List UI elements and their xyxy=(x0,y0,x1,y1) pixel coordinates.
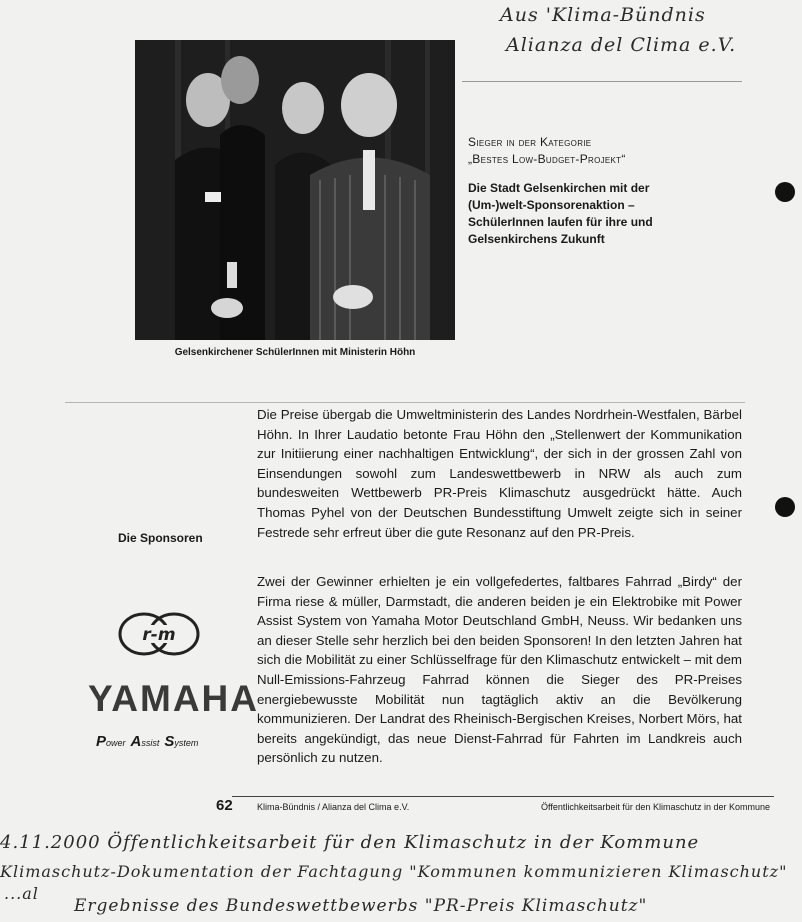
punch-hole xyxy=(775,497,795,517)
photo-illustration xyxy=(135,40,455,340)
footer-rule xyxy=(232,796,774,797)
category-name: „Bestes Low-Budget-Projekt“ xyxy=(468,152,626,166)
photo-caption: Gelsenkirchener SchülerInnen mit Ministerin Höhn xyxy=(174,347,416,358)
pas-a: A xyxy=(130,733,142,750)
section-rule xyxy=(65,402,745,403)
footer-publication-title: Öffentlichkeitsarbeit für den Klimaschutz in der Kommune xyxy=(541,802,770,812)
page-number: 62 xyxy=(216,797,233,814)
handwritten-note-line-4: Ergebnisse des Bundeswettbewerbs "PR-Preis Klimaschutz" xyxy=(74,896,648,916)
body-paragraph-1: Die Preise übergab die Umweltministerin des Landes Nordrhein-Westfalen, Bärbel Höhn. In Ihrer Laudatio betonte Frau Höhn den „Stellenwert der Kommunikation zur Initiierung einer nachhaltigen Entwicklung“, der sich in der grossen Zahl von Einsendungen sowohl zum Landeswettbewerb in NRW als auch zum bundesweiten Wettbewerb PR-Preis Klimaschutz ausgedrückt hätte. Auch Thomas Pyhel von der Deutschen Bundesstiftung Umwelt zeigte sich in seiner Festrede sehr erfreut über die gute Resonanz auf den PR-Preis. xyxy=(257,407,742,540)
handwritten-note-line-1: 4.11.2000 Öffentlichkeitsarbeit für den Klimaschutz in der Kommune xyxy=(0,832,700,853)
rm-logo-text: r-m xyxy=(142,625,176,645)
pas-ystem: ystem xyxy=(174,738,199,748)
category-description: Die Stadt Gelsenkirchen mit der (Um-)welt-Sponsorenaktion – SchülerInnen laufen für ihre und Gelsenkirchens Zukunft xyxy=(468,181,653,246)
handwritten-note-line-3: ...al xyxy=(4,884,39,903)
body-paragraph-2: Zwei der Gewinner erhielten je ein vollgefedertes, faltbares Fahrrad „Birdy“ der Firma riese & müller, Darmstadt, die anderen beiden je ein Elektrobike mit Power Assist System von Yamaha Motor Deutschland GmbH, Neuss. Wir bedanken uns an dieser Stelle sehr herzlich bei den beiden Sponsoren! In den letzten Jahren hat sich die Mobilität zu einer Schlüsselfrage für den Klimaschutz entwickelt – mit dem Null-Emissions-Fahrzeug Fahrrad können die Sieger des PR-Preises energiebewusste Mobilität nun tagtäglich aktiv an die Bevölkerung kommunizieren. Der Landrat des Rheinisch-Bergischen Kreises, Norbert Mörs, hat bereits angekündigt, das neue Dienst-Fahrrad für Fahrten im Landkreis auch persönlich zu nutzen. xyxy=(257,574,742,766)
handwritten-source-line-1: Aus 'Klima-Bündnis xyxy=(500,4,706,26)
footer-publisher: Klima-Bündnis / Alianza del Clima e.V. xyxy=(257,802,410,812)
rm-logo-graphic xyxy=(117,610,201,658)
punch-hole xyxy=(775,182,795,202)
power-assist-system-logo xyxy=(96,733,198,750)
pas-ower: ower xyxy=(106,738,126,748)
handwritten-note-line-2: Klimaschutz-Dokumentation der Fachtagung "Kommunen kommunizieren Klimaschutz" xyxy=(0,862,788,881)
award-photo xyxy=(135,40,455,340)
pas-ssist: ssist xyxy=(141,738,160,748)
pas-p: P xyxy=(96,733,107,750)
sponsors-heading: Die Sponsoren xyxy=(118,531,203,545)
handwritten-source-line-2: Alianza del Clima e.V. xyxy=(506,34,737,56)
pas-s: S xyxy=(164,733,175,750)
category-label: Sieger in der Kategorie xyxy=(468,135,592,149)
yamaha-logo: YAMAHA xyxy=(88,678,259,719)
riese-mueller-logo xyxy=(117,610,201,663)
header-rule xyxy=(462,81,742,82)
